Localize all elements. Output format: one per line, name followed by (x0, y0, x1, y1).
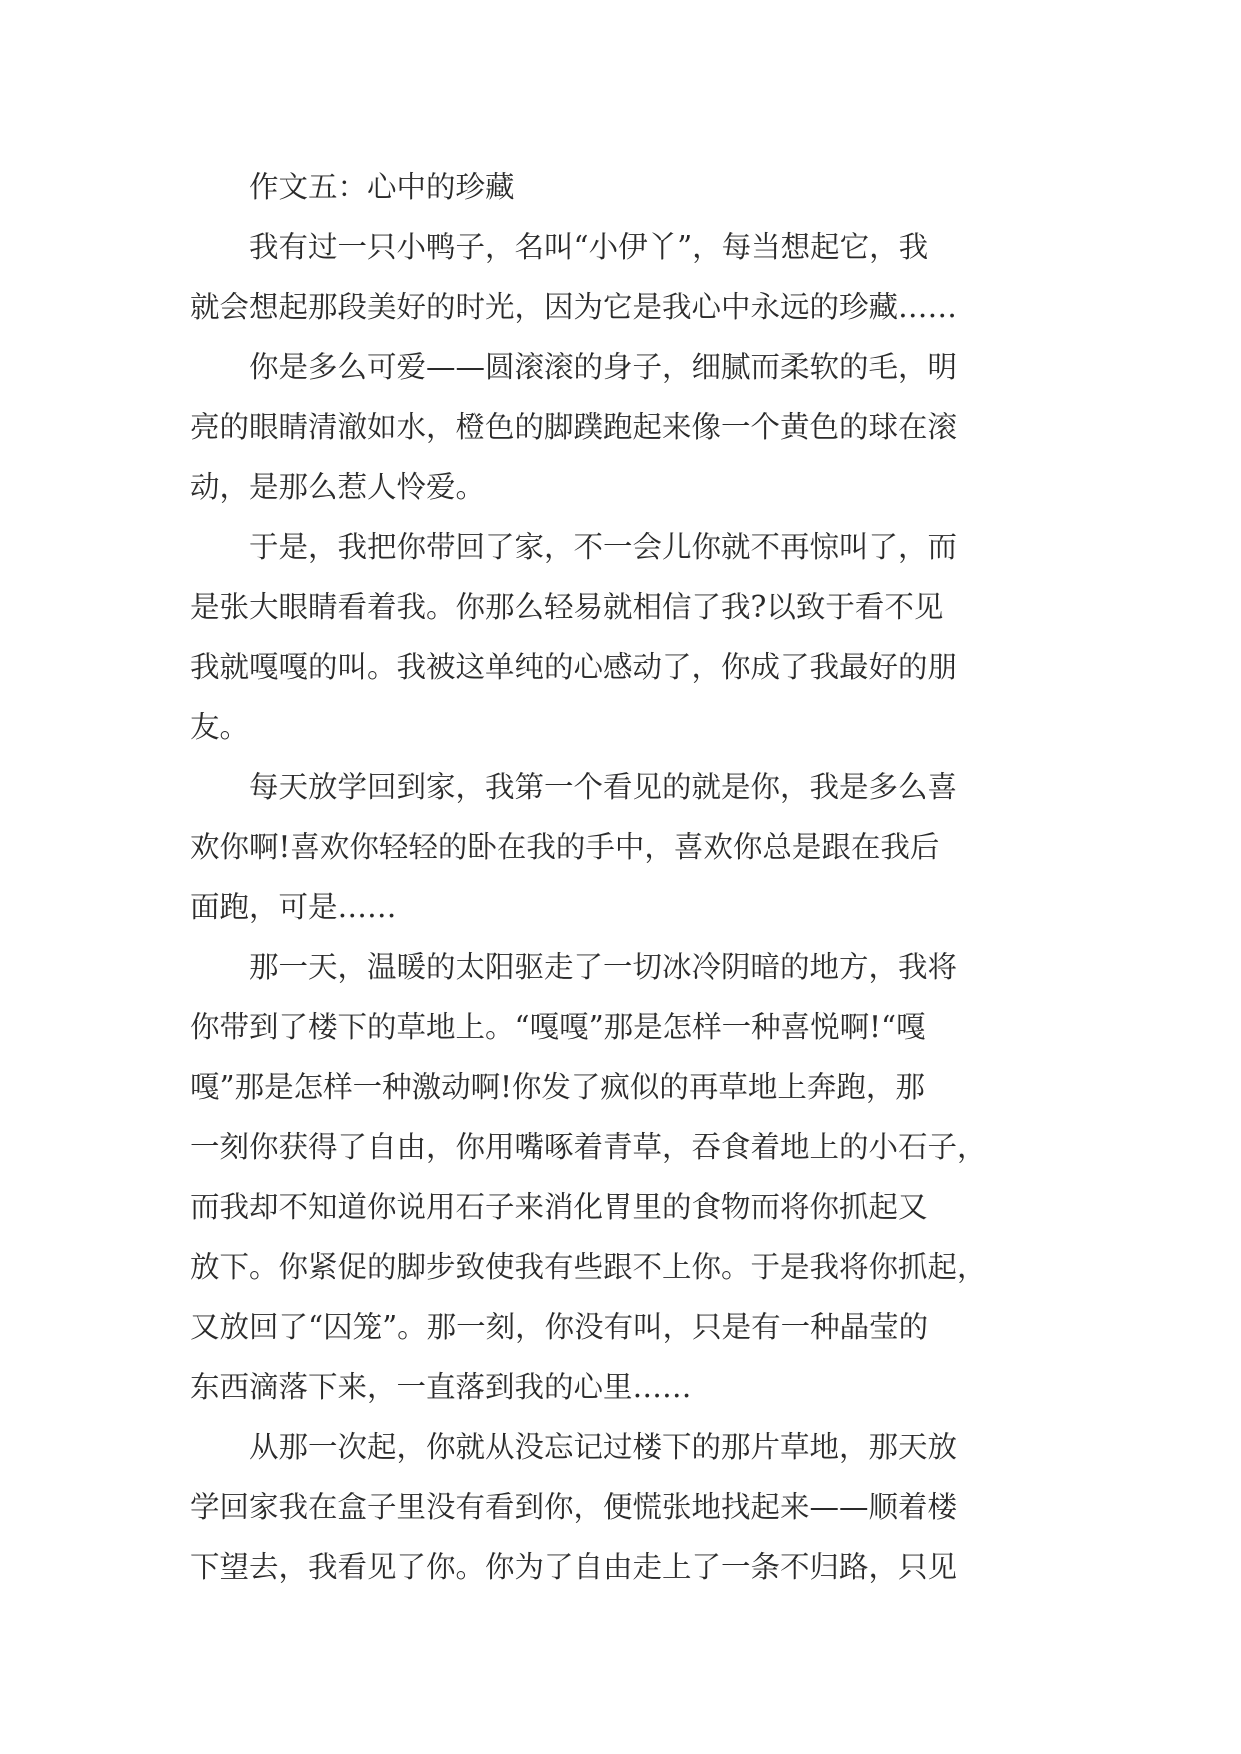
text-line: 东西滴落下来，一直落到我的心里…… (190, 1370, 692, 1404)
text-line: 友。 (190, 710, 250, 744)
paragraph (190, 517, 1051, 757)
text-line: 你是多么可爱——圆滚滚的身子，细腻而柔软的毛，明 (249, 350, 958, 384)
text-line: 又放回了“囚笼”。那一刻，你没有叫，只是有一种晶莹的 (190, 1310, 929, 1344)
text-line: 我有过一只小鸭子，名叫“小伊丫”，每当想起它，我 (249, 230, 929, 264)
text-line: 面跑，可是…… (190, 890, 397, 924)
text-line: 于是，我把你带回了家，不一会儿你就不再惊叫了，而 (249, 530, 958, 564)
text-line: 动，是那么惹人怜爱。 (190, 470, 486, 504)
text-line: 亮的眼睛清澈如水，橙色的脚蹼跑起来像一个黄色的球在滚 (190, 410, 958, 444)
essay-body (190, 157, 1051, 1597)
text-line: 而我却不知道你说用石子来消化胃里的食物而将你抓起又 (190, 1190, 928, 1224)
essay-title: 作文五：心中的珍藏 (249, 170, 515, 204)
paragraph (190, 337, 1051, 517)
text-line: 下望去，我看见了你。你为了自由走上了一条不归路，只见 (190, 1550, 958, 1584)
text-line: 是张大眼睛看着我。你那么轻易就相信了我?以致于看不见 (190, 590, 944, 624)
paragraph (190, 937, 1051, 1417)
text-line: 欢你啊!喜欢你轻轻的卧在我的手中，喜欢你总是跟在我后 (190, 830, 940, 864)
text-line: 放下。你紧促的脚步致使我有些跟不上你。于是我将你抓起， (190, 1250, 987, 1284)
text-line: 每天放学回到家，我第一个看见的就是你，我是多么喜 (249, 770, 958, 804)
text-line: 嘎”那是怎样一种激动啊!你发了疯似的再草地上奔跑，那 (190, 1070, 925, 1104)
text-line: 就会想起那段美好的时光，因为它是我心中永远的珍藏…… (190, 290, 958, 324)
paragraph (190, 217, 1051, 337)
text-line: 一刻你获得了自由，你用嘴啄着青草，吞食着地上的小石子， (190, 1130, 987, 1164)
text-line: 学回家我在盒子里没有看到你，便慌张地找起来——顺着楼 (190, 1490, 958, 1524)
text-line: 你带到了楼下的草地上。“嘎嘎”那是怎样一种喜悦啊!“嘎 (190, 1010, 926, 1044)
text-line: 我就嘎嘎的叫。我被这单纯的心感动了，你成了我最好的朋 (190, 650, 958, 684)
paragraph (190, 757, 1051, 937)
paragraph (190, 1417, 1051, 1597)
text-line: 从那一次起，你就从没忘记过楼下的那片草地，那天放 (249, 1430, 958, 1464)
text-line: 那一天，温暖的太阳驱走了一切冰冷阴暗的地方，我将 (249, 950, 958, 984)
